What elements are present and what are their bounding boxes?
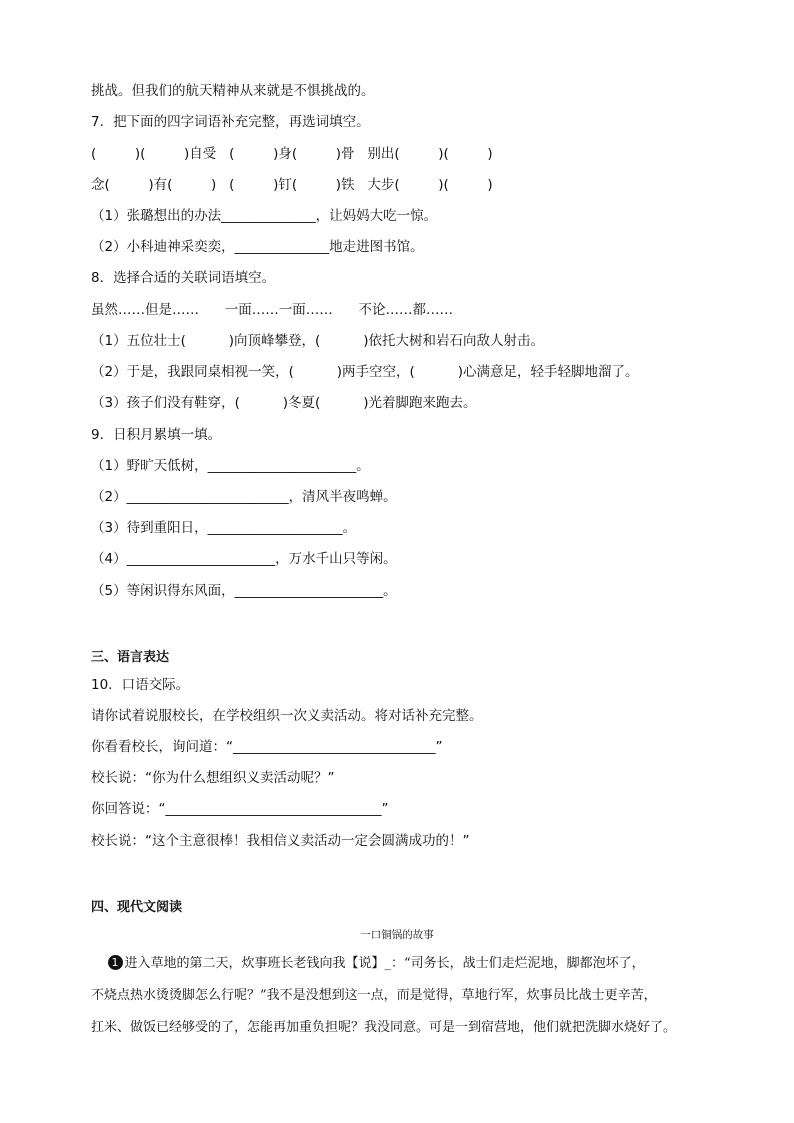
question-7-row-1: ( )( )自受 ( )身( )骨 别出( )( )	[91, 146, 493, 162]
dialogue-line-1: 你看看校长，询问道：“______________________________”	[91, 739, 443, 755]
question-9-item-5: （5）等闲识得东风面，______________________。	[91, 583, 397, 599]
question-7-title: 7．把下面的四字词语补充完整，再选词填空。	[91, 114, 370, 130]
story-line-3: 扛米、做饭已经够受的了，怎能再加重负担呢？我没同意。可是一到宿营地，他们就把洗脚水烧好了。	[91, 1020, 677, 1035]
question-7-item-1: （1）张璐想出的办法______________，让妈妈大吃一惊。	[91, 208, 438, 224]
question-8-item-2: （2）于是，我跟同桌相视一笑，( )两手空空，( )心满意足，轻手轻脚地溜了。	[91, 364, 639, 380]
question-9-item-3: （3）待到重阳日，____________________。	[91, 520, 357, 536]
question-7-row-2: 念( )有( ) ( )钉( )铁 大步( )( )	[91, 177, 493, 193]
question-9-item-2: （2）________________________，清风半夜鸣蝉。	[91, 489, 397, 505]
question-8-item-3: （3）孩子们没有鞋穿，( )冬夏( )光着脚跑来跑去。	[91, 395, 477, 411]
question-9-title: 9．日积月累填一填。	[91, 427, 222, 443]
question-10-intro: 请你试着说服校长，在学校组织一次义卖活动。将对话补充完整。	[91, 708, 483, 724]
text-line: 挑战。但我们的航天精神从来就是不惧挑战的。	[91, 83, 375, 99]
question-9-item-4: （4）______________________，万水千山只等闲。	[91, 551, 397, 567]
dialogue-line-2: 校长说：“你为什么想组织义卖活动呢？”	[91, 770, 335, 786]
section-4-heading: 四、现代文阅读	[91, 900, 183, 915]
story-line-2: 不烧点热水烫烫脚怎么行呢？”我不是没想到这一点，而是觉得，草地行军，炊事员比战士更辛苦，	[91, 988, 657, 1003]
story-text: 进入草地的第二天，炊事班长老钱向我【说】_：“司务长，战士们走烂泥地，脚都泡坏了，	[124, 956, 645, 971]
question-10-title: 10．口语交际。	[91, 677, 190, 693]
question-8-options: 虽然……但是…… 一面……一面…… 不论……都……	[91, 302, 453, 318]
question-9-item-1: （1）野旷天低树，______________________。	[91, 458, 370, 474]
dialogue-line-3: 你回答说：“________________________________”	[91, 801, 389, 817]
question-7-item-2: （2）小科迪神采奕奕，______________地走进图书馆。	[91, 239, 424, 255]
story-line-1	[91, 954, 716, 974]
dialogue-line-4: 校长说：“这个主意很棒！我相信义卖活动一定会圆满成功的！”	[91, 833, 470, 849]
question-8-title: 8．选择合适的关联词语填空。	[91, 270, 276, 286]
story-title: 一口铜锅的故事	[360, 929, 434, 941]
question-8-item-1: （1）五位壮士( )向顶峰攀登，( )依托大树和岩石向敌人射击。	[91, 333, 544, 349]
paragraph-number-badge: 1	[108, 955, 123, 970]
section-3-heading: 三、语言表达	[91, 650, 170, 665]
